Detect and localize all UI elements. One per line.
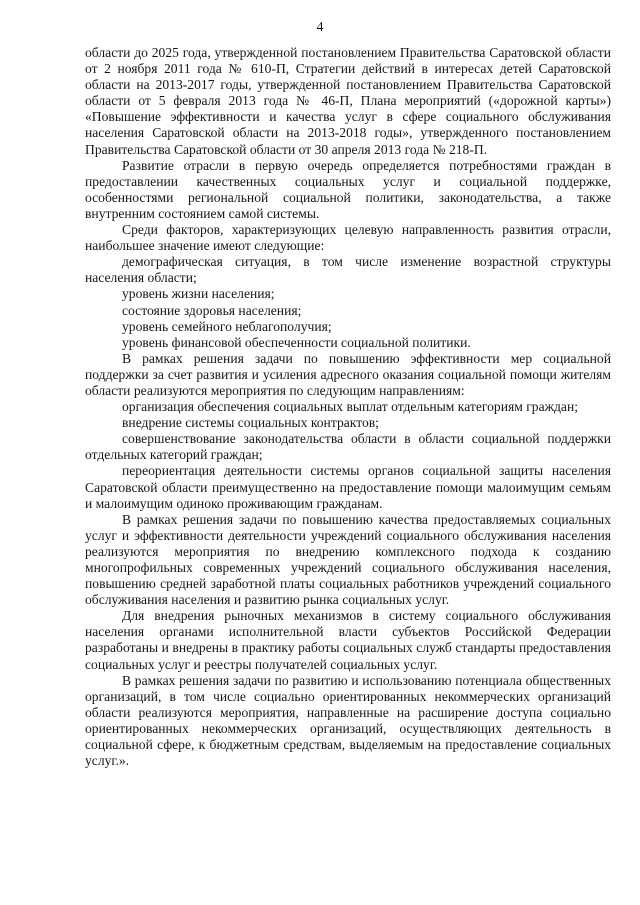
paragraph: уровень жизни населения; [122, 286, 275, 302]
document-body [85, 45, 611, 769]
paragraph: В рамках решения задачи по повышению качества предоставляемых социальных услуг и эффективности деятельности учреждений социального обслуживания населения реализуются мероприятия по внедрению комплексного подхода к созданию многопрофильных современных учреждений социального обслуживания населения, повышению средней заработной платы социальных работников учреждений социального обслуживания населения и развитию рынка социальных услуг. [85, 511, 611, 608]
paragraph: организация обеспечения социальных выплат отдельным категориям граждан; [122, 399, 579, 415]
page-number: 4 [316, 20, 324, 35]
paragraph: совершенствование законодательства области в области социальной поддержки отдельных категорий граждан; [85, 431, 611, 463]
paragraph: В рамках решения задачи по развитию и использованию потенциала общественных организаций, в том числе социально ориентированных некоммерческих организаций области реализуются мероприятия, направленные на расширение доступа социально ориентированных некоммерческих организаций, осуществляющих деятельность в социальной сфере, к бюджетным средствам, выделяемым на предоставление социальных услуг.». [85, 672, 611, 769]
paragraph: состояние здоровья населения; [122, 302, 302, 318]
paragraph: демографическая ситуация, в том числе изменение возрастной структуры населения области; [85, 254, 611, 286]
paragraph: Для внедрения рыночных механизмов в систему социального обслуживания населения органами исполнительной власти субъектов Российской Федерации разработаны и внедрены в практику работы социальных служб стандарты предоставления социальных услуг и реестры получателей социальных услуг. [85, 608, 611, 672]
paragraph: Среди факторов, характеризующих целевую направленность развития отрасли, наибольшее значение имеют следующие: [85, 222, 611, 254]
paragraph: уровень семейного неблагополучия; [122, 318, 332, 334]
paragraph: переориентация деятельности системы органов социальной защиты населения Саратовской области преимущественно на предоставление помощи малоимущим семьям и малоимущим одиноко проживающим гражданам. [85, 463, 611, 511]
paragraph: Развитие отрасли в первую очередь определяется потребностями граждан в предоставлении качественных социальных услуг и социальной поддержке, особенностями региональной социальной политики, законодательства, а также внутренним состоянием самой системы. [85, 157, 611, 221]
paragraph: области до 2025 года, утвержденной постановлением Правительства Саратовской области от 2 ноября 2011 года № 610-П, Стратегии действий в интересах детей Саратовской области на 2013-2017 годы, утвержденной постановлением Правительства Саратовской области от 5 февраля 2013 года № 46-П, Плана мероприятий («дорожной карты») «Повышение эффективности и качества услуг в сфере социального обслуживания населения Саратовской области на 2013-2018 годы», утвержденного постановлением Правительства Саратовской области от 30 апреля 2013 года № 218-П. [85, 45, 611, 157]
paragraph: внедрение системы социальных контрактов; [122, 415, 379, 431]
paragraph: В рамках решения задачи по повышению эффективности мер социальной поддержки за счет развития и усиления адресного оказания социальной помощи жителям области реализуются мероприятия по следующим направлениям: [85, 350, 611, 398]
paragraph: уровень финансовой обеспеченности социальной политики. [122, 334, 471, 350]
